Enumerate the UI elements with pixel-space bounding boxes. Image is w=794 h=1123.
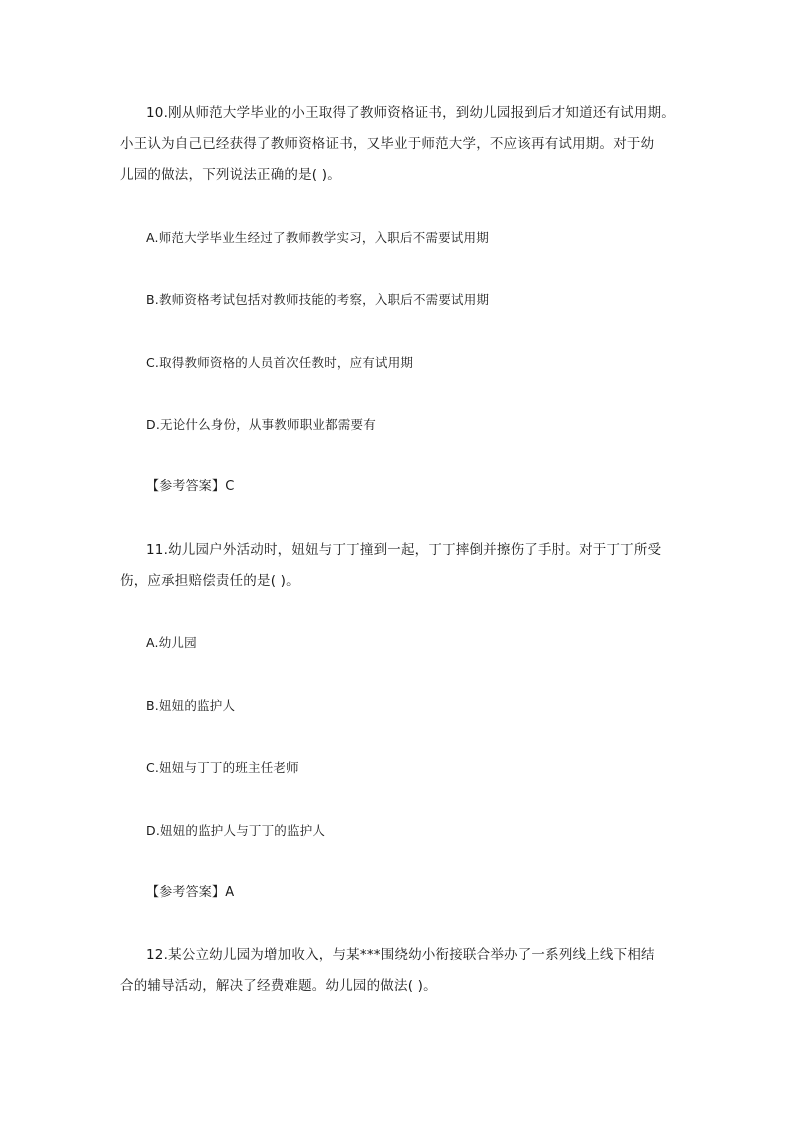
question-11-option-c: C.妞妞与丁丁的班主任老师 — [146, 760, 299, 775]
question-10-option-a: A.师范大学毕业生经过了教师教学实习，入职后不需要试用期 — [146, 230, 489, 245]
question-10-option-b: B.教师资格考试包括对教师技能的考察，入职后不需要试用期 — [146, 292, 490, 307]
question-11-option-d: D.妞妞的监护人与丁丁的监护人 — [146, 823, 326, 838]
question-10-option-c: C.取得教师资格的人员首次任教时，应有试用期 — [146, 355, 414, 370]
question-11-line-1: 11.幼儿园户外活动时，妞妞与丁丁撞到一起，丁丁摔倒并擦伤了手肘。对于丁丁所受 — [146, 542, 662, 558]
question-12-line-2: 合的辅导活动，解决了经费难题。幼儿园的做法( )。 — [120, 978, 437, 994]
question-10-answer: 【参考答案】C — [146, 479, 235, 494]
question-10-option-d: D.无论什么身份，从事教师职业都需要有 — [146, 417, 376, 432]
question-11-answer: 【参考答案】A — [146, 885, 235, 900]
question-10-line-1: 10.刚从师范大学毕业的小王取得了教师资格证书，到幼儿园报到后才知道还有试用期。 — [146, 105, 675, 121]
question-11-option-a: A.幼儿园 — [146, 635, 197, 650]
question-10-line-3: 儿园的做法，下列说法正确的是( )。 — [120, 167, 341, 183]
question-11-line-2: 伤，应承担赔偿责任的是( )。 — [120, 573, 300, 589]
question-12-line-1: 12.某公立幼儿园为增加收入，与某***围绕幼小衔接联合举办了一系列线上线下相结 — [146, 947, 655, 963]
question-10-line-2: 小王认为自己已经获得了教师资格证书，又毕业于师范大学，不应该再有试用期。对于幼 — [120, 136, 655, 152]
question-11-option-b: B.妞妞的监护人 — [146, 698, 236, 713]
